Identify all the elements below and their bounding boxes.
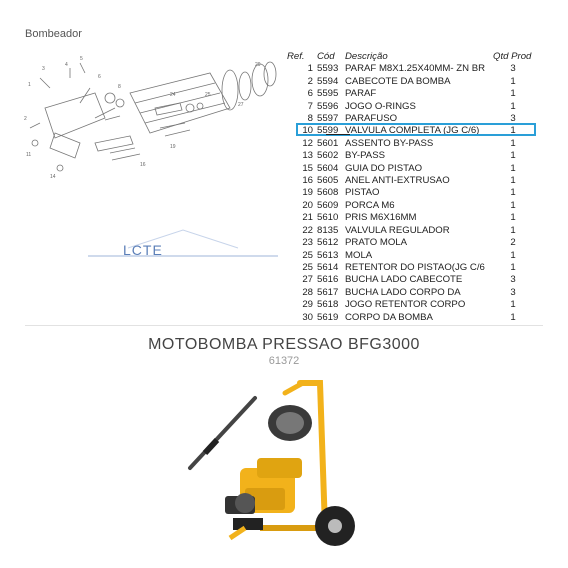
cell-desc: PARAF M8X1.25X40MM- ZN BR (345, 63, 486, 75)
cell-desc: BUCHA LADO CORPO DA (345, 286, 461, 298)
cell-cod: 5597 (317, 113, 339, 125)
cell-cod: 5616 (317, 274, 339, 286)
cell-qty: 1 (510, 137, 516, 149)
cell-qty: 1 (510, 162, 516, 174)
cell-cod: 5617 (317, 286, 339, 298)
cell-ref: 23 (302, 237, 313, 249)
table-row (285, 187, 535, 199)
cell-qty: 3 (510, 113, 516, 125)
cell-cod: 5614 (317, 261, 339, 273)
svg-text:25: 25 (205, 92, 211, 98)
cell-ref: 29 (302, 299, 313, 311)
cell-ref: 21 (302, 212, 313, 224)
cell-qty: 1 (510, 88, 516, 100)
table-row (285, 299, 535, 311)
table-row (285, 101, 535, 113)
table-row (285, 175, 535, 187)
cell-cod: 5619 (317, 311, 339, 323)
table-row (285, 150, 535, 162)
svg-text:6: 6 (98, 74, 101, 80)
cell-qty: 3 (510, 286, 516, 298)
header-qty: Qtd Prod (493, 51, 532, 62)
cell-cod: 5605 (317, 175, 339, 187)
cell-qty: 1 (510, 125, 516, 137)
header-cod: Cód (317, 51, 335, 62)
cell-desc: PARAFUSO (345, 113, 398, 125)
cell-ref: 13 (302, 150, 313, 162)
cell-desc: MOLA (345, 249, 373, 261)
table-row (285, 63, 535, 75)
cell-desc: ASSENTO BY-PASS (345, 137, 434, 149)
cell-ref: 25 (302, 249, 313, 261)
cell-qty: 1 (510, 100, 516, 112)
cell-desc: JOGO O-RINGS (345, 100, 416, 112)
cell-qty: 3 (510, 274, 516, 286)
cell-desc: PISTAO (345, 187, 380, 199)
cell-desc: JOGO RETENTOR CORPO (345, 299, 466, 311)
svg-text:19: 19 (170, 144, 176, 150)
cell-qty: 1 (510, 150, 516, 162)
table-row (285, 212, 535, 224)
svg-text:29: 29 (255, 62, 261, 68)
cell-desc: RETENTOR DO PISTAO(JG C/6 (345, 261, 485, 273)
table-row (285, 163, 535, 175)
cell-ref: 30 (302, 311, 313, 323)
cell-qty: 1 (510, 249, 516, 261)
cell-cod: 5609 (317, 199, 339, 211)
cell-desc: PRIS M6X16MM (345, 212, 417, 224)
svg-text:11: 11 (26, 152, 32, 158)
table-row (285, 200, 535, 212)
cell-cod: 5608 (317, 187, 339, 199)
svg-text:14: 14 (50, 174, 56, 180)
cell-ref: 22 (302, 224, 313, 236)
svg-text:24: 24 (170, 92, 176, 98)
cell-qty: 1 (510, 75, 516, 87)
cell-ref: 6 (307, 88, 313, 100)
svg-text:2: 2 (24, 116, 27, 122)
highlighted-code-underline (326, 134, 350, 135)
cell-ref: 2 (307, 75, 313, 87)
table-row (285, 274, 535, 286)
lcte-logo (88, 228, 278, 268)
cell-ref: 8 (307, 113, 313, 125)
cell-ref: 27 (302, 274, 313, 286)
svg-text:27: 27 (238, 102, 244, 108)
parts-table (285, 51, 535, 324)
cell-desc: GUIA DO PISTAO (345, 162, 423, 174)
cell-cod: 5593 (317, 63, 339, 75)
product-code: 61372 (268, 355, 300, 367)
section-divider (25, 325, 543, 326)
cell-ref: 12 (302, 137, 313, 149)
header-ref: Ref. (287, 51, 305, 62)
section-title: Bombeador (25, 28, 82, 40)
cell-desc: ANEL ANTI-EXTRUSAO (345, 175, 450, 187)
cell-qty: 1 (510, 299, 516, 311)
cell-cod: 5601 (317, 137, 339, 149)
cell-ref: 16 (302, 175, 313, 187)
cell-cod: 5595 (317, 88, 339, 100)
cell-qty: 1 (510, 175, 516, 187)
pressure-washer-image (185, 378, 385, 553)
table-header-row (285, 51, 535, 63)
cell-ref: 10 (302, 125, 313, 137)
svg-text:3: 3 (42, 66, 45, 72)
cell-cod: 5594 (317, 75, 339, 87)
table-row (285, 262, 535, 274)
exploded-view-diagram (20, 48, 285, 198)
cell-qty: 1 (510, 261, 516, 273)
cell-cod: 5596 (317, 100, 339, 112)
cell-desc: VALVULA REGULADOR (345, 224, 450, 236)
cell-desc: PORCA M6 (345, 199, 395, 211)
svg-text:16: 16 (140, 162, 146, 168)
cell-desc: PRATO MOLA (345, 237, 408, 249)
logo-text: LCTE (123, 242, 163, 258)
cell-cod: 5618 (317, 299, 339, 311)
table-row (285, 287, 535, 299)
header-desc: Descrição (345, 51, 388, 62)
table-row (285, 250, 535, 262)
cell-qty: 1 (510, 212, 516, 224)
table-row (285, 225, 535, 237)
cell-desc: PARAF (345, 88, 377, 100)
svg-text:4: 4 (65, 62, 68, 68)
cell-ref: 28 (302, 286, 313, 298)
cell-qty: 2 (510, 237, 516, 249)
table-row (285, 76, 535, 88)
cell-cod: 5599 (317, 125, 339, 137)
cell-ref: 7 (307, 100, 313, 112)
cell-qty: 1 (510, 224, 516, 236)
cell-desc: BUCHA LADO CABECOTE (345, 274, 463, 286)
cell-qty: 3 (510, 63, 516, 75)
cell-ref: 25 (302, 261, 313, 273)
cell-cod: 5613 (317, 249, 339, 261)
cell-qty: 1 (510, 311, 516, 323)
cell-cod: 5602 (317, 150, 339, 162)
cell-cod: 5604 (317, 162, 339, 174)
cell-cod: 5610 (317, 212, 339, 224)
cell-desc: CABECOTE DA BOMBA (345, 75, 451, 87)
product-title: MOTOBOMBA PRESSAO BFG3000 (148, 336, 420, 353)
cell-ref: 15 (302, 162, 313, 174)
cell-desc: BY-PASS (345, 150, 385, 162)
svg-text:1: 1 (28, 82, 31, 88)
svg-text:8: 8 (118, 84, 121, 90)
table-row (285, 138, 535, 150)
cell-cod: 8135 (317, 224, 339, 236)
table-row (285, 88, 535, 100)
table-row (285, 312, 535, 324)
cell-ref: 1 (307, 63, 313, 75)
cell-desc: VALVULA COMPLETA (JG C/6) (345, 125, 480, 137)
cell-ref: 20 (302, 199, 313, 211)
cell-qty: 1 (510, 199, 516, 211)
cell-ref: 19 (302, 187, 313, 199)
table-row (285, 237, 535, 249)
cell-cod: 5612 (317, 237, 339, 249)
svg-text:5: 5 (80, 56, 83, 62)
cell-qty: 1 (510, 187, 516, 199)
cell-desc: CORPO DA BOMBA (345, 311, 433, 323)
